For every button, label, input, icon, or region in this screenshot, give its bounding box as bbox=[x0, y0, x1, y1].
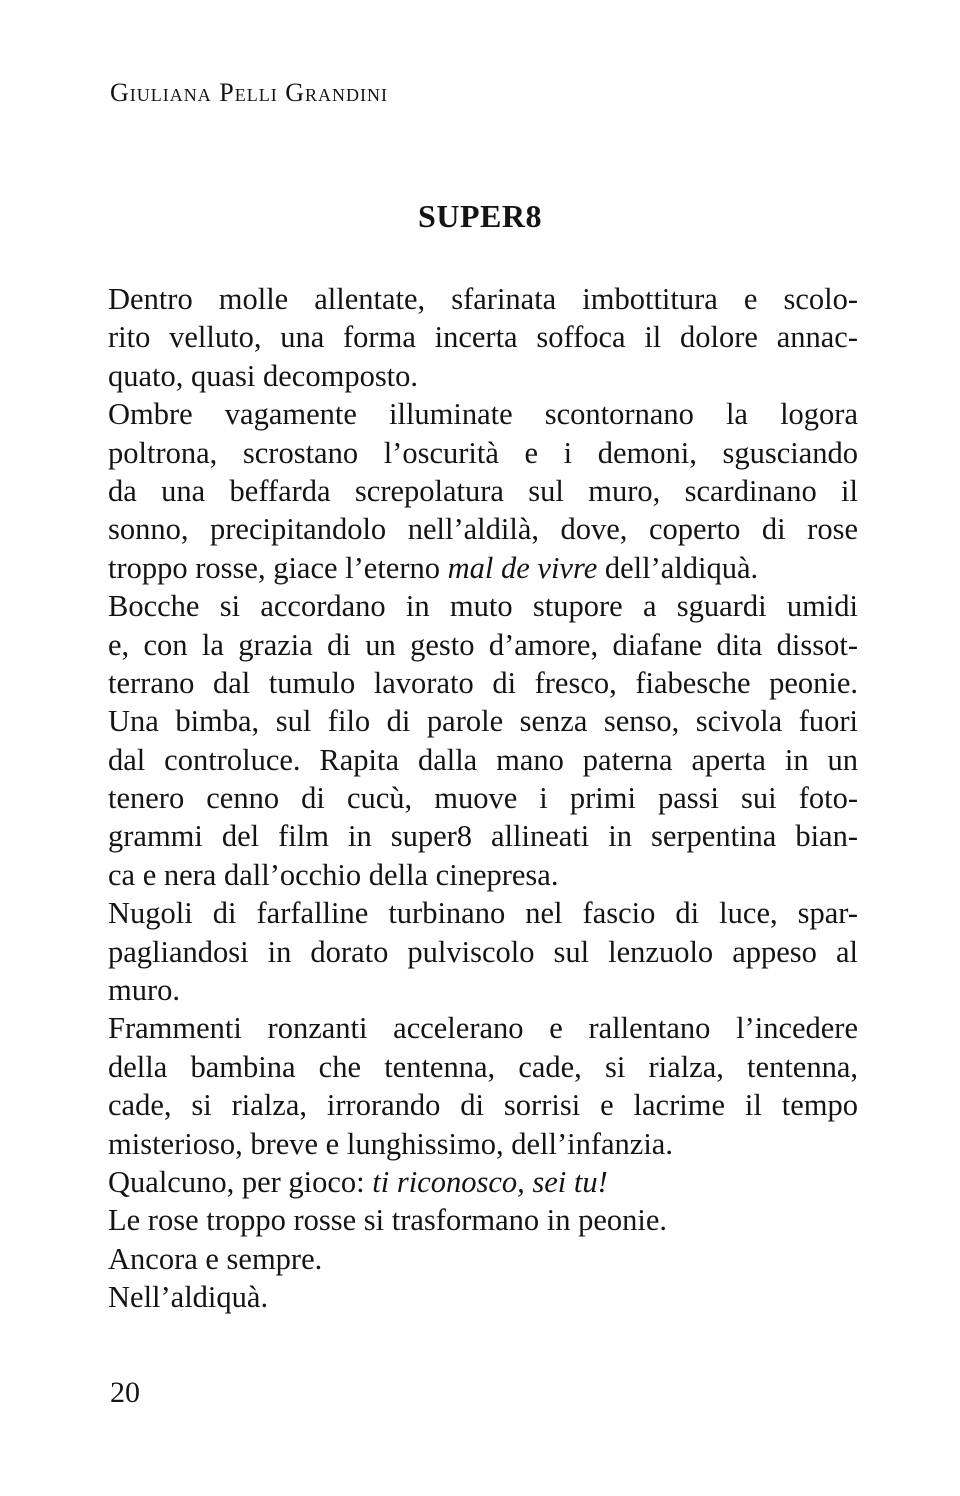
text-line: poltrona, scrostano l’oscurità e i demoni, sgusciando bbox=[108, 435, 858, 470]
italic-phrase: mal de vivre bbox=[447, 550, 598, 585]
text-line: misterioso, breve e lunghissimo, dell’infanzia. bbox=[108, 1126, 673, 1161]
text-line bbox=[108, 1163, 858, 1201]
text-line: dal controluce. Rapita dalla mano paterna aperta in un bbox=[108, 742, 858, 777]
text-line: e, con la grazia di un gesto d’amore, diafane dita dissot- bbox=[108, 627, 858, 662]
text-line: terrano dal tumulo lavorato di fresco, fiabesche peonie. bbox=[108, 665, 858, 700]
text-line: sonno, precipitandolo nell’aldilà, dove, coperto di rose bbox=[108, 512, 858, 547]
italic-phrase: ti riconosco, sei tu! bbox=[372, 1164, 608, 1199]
text-segment: Qualcuno, per gioco: bbox=[108, 1164, 373, 1199]
text-line: grammi del film in super8 allineati in serpentina bian- bbox=[108, 819, 858, 854]
text-line: da una beffarda screpolatura sul muro, scardinano il bbox=[108, 473, 858, 508]
text-line: tenero cenno di cucù, muove i primi passi sui foto- bbox=[108, 781, 858, 816]
text-line: muro. bbox=[108, 973, 181, 1008]
text-line: Nugoli di farfalline turbinano nel fascio di luce, spar- bbox=[108, 896, 858, 931]
text-line: Una bimba, sul filo di parole senza senso, scivola fuori bbox=[108, 704, 858, 739]
text-line: Le rose troppo rosse si trasformano in peonie. bbox=[108, 1203, 668, 1238]
text-line: quato, quasi decomposto. bbox=[108, 358, 419, 393]
text-line: della bambina che tentenna, cade, si rialza, tentenna, bbox=[108, 1049, 858, 1084]
text-segment: troppo rosse, giace l’eterno bbox=[108, 550, 448, 585]
text-line: cade, si rialza, irrorando di sorrisi e lacrime il tempo bbox=[108, 1088, 858, 1123]
text-line: ca e nera dall’occhio della cinepresa. bbox=[108, 857, 559, 892]
text-line: Bocche si accordano in muto stupore a sguardi umidi bbox=[108, 589, 858, 624]
text-line: Ombre vagamente illuminate scontornano la logora bbox=[108, 397, 858, 432]
text-segment: dell’aldiquà. bbox=[597, 550, 759, 585]
text-line: pagliandosi in dorato pulviscolo sul lenzuolo appeso al bbox=[108, 934, 858, 969]
body-text bbox=[108, 280, 858, 1317]
running-head-author: Giuliana Pelli Grandini bbox=[110, 78, 388, 107]
text-line: Frammenti ronzanti accelerano e rallentano l’incedere bbox=[108, 1011, 858, 1046]
text-line bbox=[108, 549, 858, 587]
text-line: Nell’aldiquà. bbox=[108, 1280, 269, 1315]
text-line: Dentro molle allentate, sfarinata imbottitura e scolo- bbox=[108, 282, 858, 316]
page-number: 20 bbox=[110, 1376, 140, 1409]
text-line: Ancora e sempre. bbox=[108, 1241, 323, 1276]
text-line: rito velluto, una forma incerta soffoca il dolore annac- bbox=[108, 320, 858, 355]
page-title: SUPER8 bbox=[418, 198, 542, 234]
